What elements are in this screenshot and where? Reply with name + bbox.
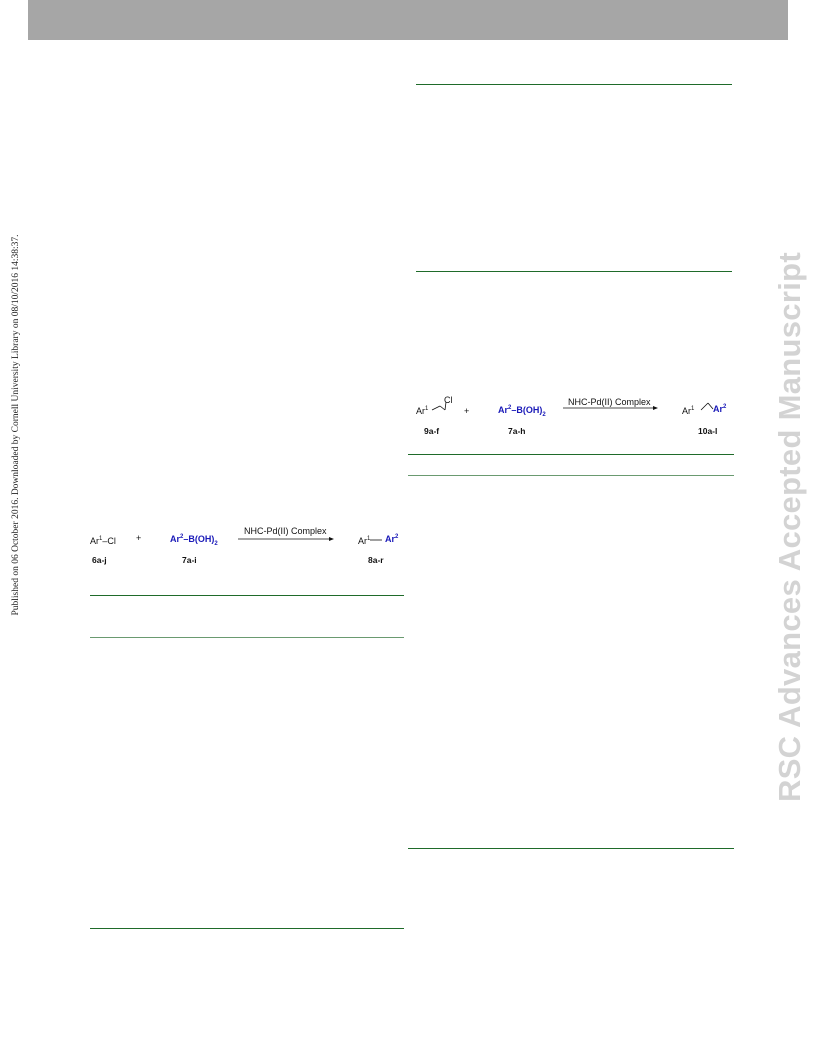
- table-rule-end: [408, 848, 734, 849]
- reactant-aryl-chloride: Ar$^1$–Cl: [90, 536, 116, 546]
- reactant-aryl-chloride: Ar$^1$: [416, 406, 429, 416]
- compound-label-9: 9a-f: [424, 426, 440, 436]
- product-aryl-2: Ar$^2$: [385, 534, 399, 544]
- page-header-bar: [28, 0, 788, 40]
- plus-sign: +: [136, 533, 142, 543]
- product-aryl-2: Ar$^2$: [713, 404, 727, 414]
- compound-label-10: 10a-l: [698, 426, 718, 436]
- reactant-boronic-acid: $Ar^2-B(OH)_2$: [170, 534, 218, 547]
- reaction-scheme-benzylic: [408, 395, 738, 440]
- table-rule-top: [416, 84, 732, 85]
- table-rule-end: [90, 928, 404, 929]
- compound-label-6: 6a-j: [92, 555, 107, 565]
- product-aryl-1: Ar$^1$: [358, 536, 371, 546]
- compound-label-8: 8a-r: [368, 555, 384, 565]
- catalyst-label: NHC-Pd(II) Complex: [568, 397, 651, 407]
- reaction-scheme-aryl: [88, 525, 410, 570]
- publication-side-note: Published on 06 October 2016. Downloaded by Cornell University Library on 08/10/2016 14:38:37.: [11, 234, 21, 616]
- compound-label-7: 7a-i: [182, 555, 197, 565]
- accepted-manuscript-watermark: RSC Advances Accepted Manuscript: [772, 252, 807, 802]
- table-rule-header-top: [90, 595, 404, 596]
- plus-sign: +: [464, 406, 470, 416]
- catalyst-label: NHC-Pd(II) Complex: [244, 526, 327, 536]
- table-rule-header-bottom: [90, 637, 404, 638]
- table-rule-header-top: [408, 454, 734, 455]
- reactant-boronic-acid: $Ar^2-B(OH)_2$: [498, 405, 546, 418]
- table-rule-header-bottom: [408, 475, 734, 476]
- compound-label-7: 7a-h: [508, 426, 526, 436]
- chloro-label: Cl: [444, 395, 453, 405]
- table-rule-bottom: [416, 271, 732, 272]
- product-aryl-1: Ar$^1$: [682, 406, 695, 416]
